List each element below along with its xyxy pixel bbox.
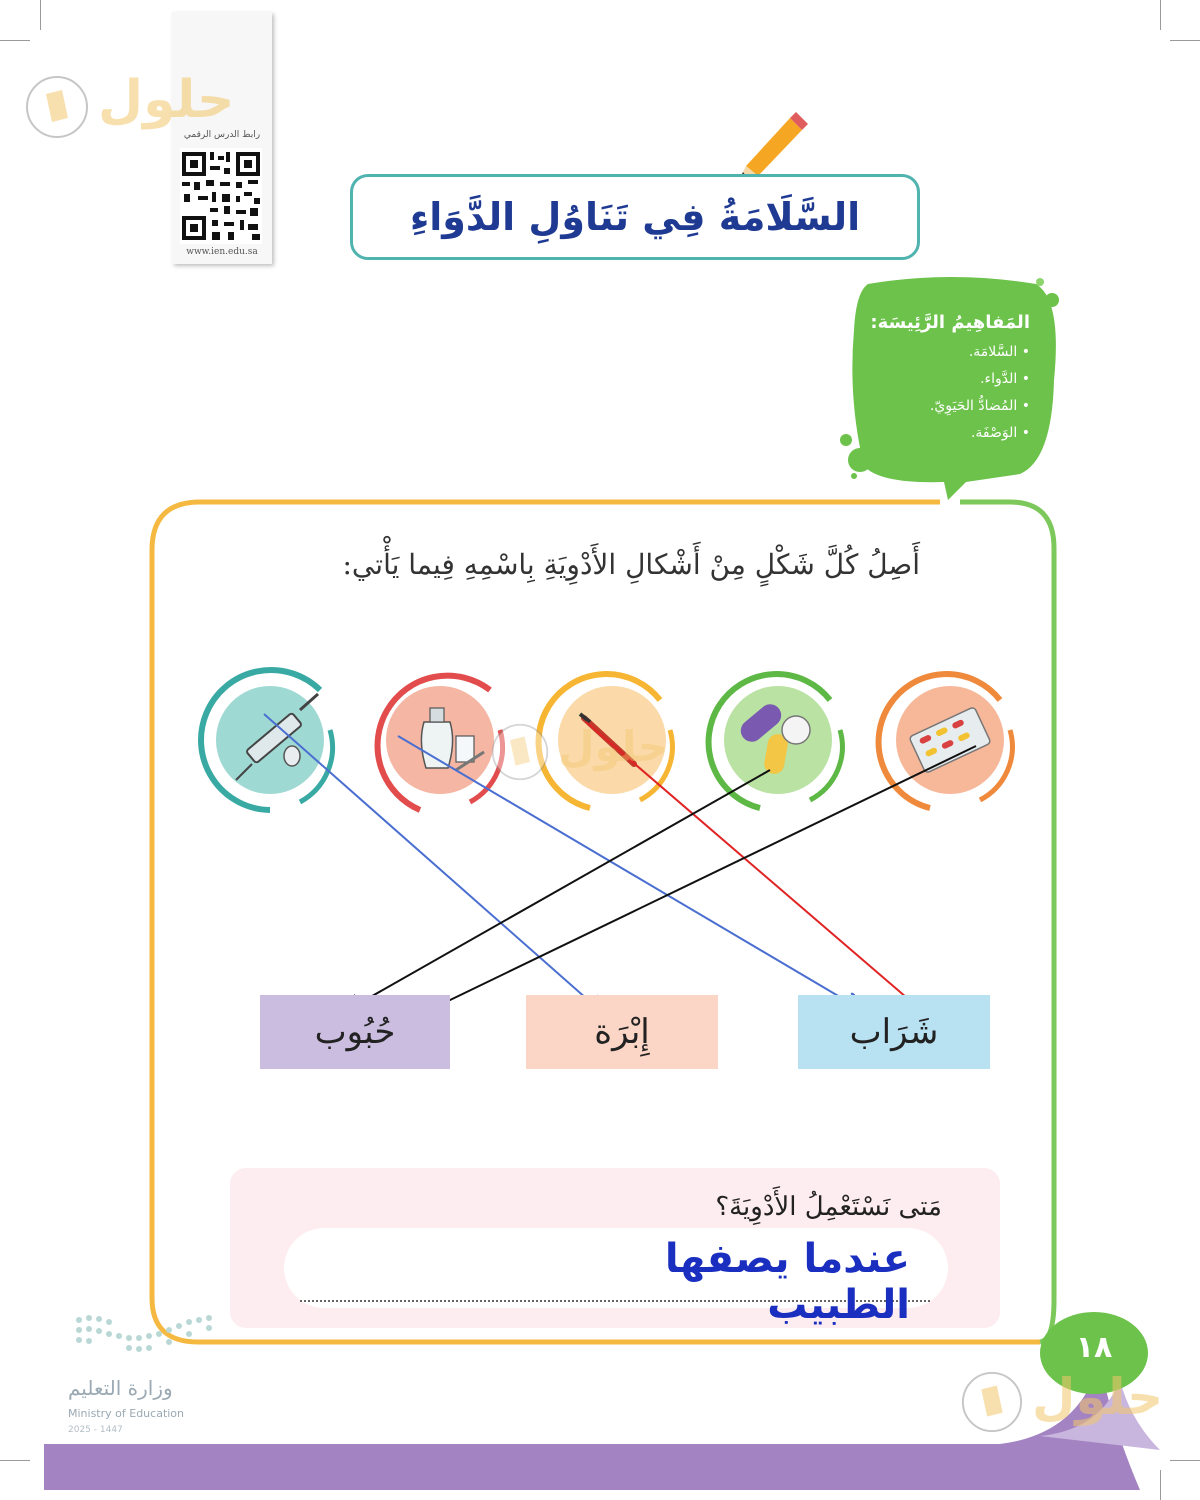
- concepts-heading: المَفاهِيمُ الرَّئِيسَة:: [870, 312, 1030, 333]
- question-text: مَتى نَسْتَعْمِلُ الأَدْوِيَةَ؟: [715, 1192, 942, 1222]
- book-icon: [490, 722, 550, 782]
- capsules-image[interactable]: [709, 674, 843, 808]
- word-label: إِبْرَة: [594, 1012, 650, 1052]
- exercise-instruction: أَصِلُ كُلَّ شَكْلٍ مِنْ أَشْكالِ الأَدْوِيَةِ بِاسْمِهِ فِيما يَأْتي:: [342, 548, 920, 581]
- ministry-year: 2025 - 1447: [68, 1425, 123, 1435]
- word-box-pills[interactable]: [260, 995, 450, 1069]
- word-label: حُبُوب: [314, 1012, 396, 1052]
- word-box-injection[interactable]: [526, 995, 718, 1069]
- watermark-text: حلول: [1032, 1368, 1164, 1426]
- concept-item: • الدَّواء.: [980, 371, 1030, 387]
- watermark-text: حلول: [98, 70, 235, 130]
- watermark-logo: [490, 712, 670, 792]
- concept-item: • السَّلامَة.: [968, 344, 1030, 360]
- ministry-arabic: وزارة التعليم: [68, 1376, 173, 1400]
- concept-item: • المُضادُّ الحَيَوِيّ.: [929, 398, 1030, 414]
- medicine-bottle-image[interactable]: [378, 676, 503, 810]
- watermark-text: حلول: [558, 722, 669, 771]
- answer-text[interactable]: عندما يصفها الطبيب: [664, 1236, 910, 1328]
- syringe-image[interactable]: [201, 670, 332, 810]
- match-line: [388, 746, 976, 1030]
- ministry-english: Ministry of Education: [68, 1407, 185, 1420]
- watermark-logo: [960, 1366, 1170, 1446]
- book-icon: [960, 1370, 1024, 1434]
- page-title: السَّلَامَةُ فِي تَنَاوُلِ الدَّوَاءِ: [409, 195, 861, 239]
- page-number: ١٨: [1075, 1330, 1113, 1365]
- word-label: شَرَاب: [849, 1012, 939, 1052]
- pill-blister-image[interactable]: [879, 674, 1013, 808]
- word-box-syrup[interactable]: [798, 995, 990, 1069]
- qr-url[interactable]: www.ien.edu.sa: [186, 247, 258, 257]
- qr-label: رابط الدرس الرقمي: [183, 130, 261, 140]
- concept-item: • الوَصْفَة.: [970, 425, 1030, 441]
